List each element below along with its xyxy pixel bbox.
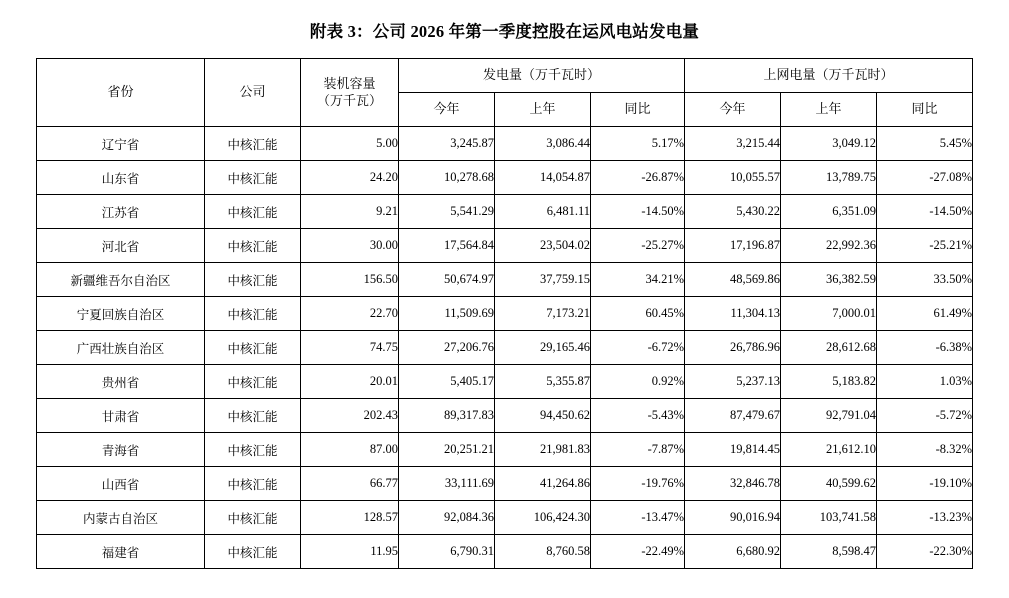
cell-grid-yoy: -14.50% [877, 195, 973, 229]
header-company: 公司 [204, 59, 300, 127]
table-row [36, 263, 972, 297]
cell-grid-yoy: 5.45% [877, 127, 973, 161]
header-generation-yoy: 同比 [590, 93, 684, 127]
cell-grid-previous-year: 92,791.04 [781, 399, 877, 433]
cell-generation-yoy: 0.92% [590, 365, 684, 399]
table-row [36, 331, 972, 365]
cell-generation-yoy: 60.45% [590, 297, 684, 331]
cell-grid-current-year: 87,479.67 [685, 399, 781, 433]
header-generation-current-year: 今年 [398, 93, 494, 127]
cell-grid-previous-year: 3,049.12 [781, 127, 877, 161]
header-capacity-line1: 装机容量 [323, 75, 376, 91]
cell-generation-current-year: 6,790.31 [398, 535, 494, 569]
cell-grid-yoy: -13.23% [877, 501, 973, 535]
cell-province: 山西省 [36, 467, 204, 501]
cell-province: 福建省 [36, 535, 204, 569]
header-capacity [300, 59, 398, 127]
header-province: 省份 [36, 59, 204, 127]
cell-generation-previous-year: 3,086.44 [494, 127, 590, 161]
table-row [36, 365, 972, 399]
cell-grid-current-year: 32,846.78 [685, 467, 781, 501]
cell-company: 中核汇能 [204, 535, 300, 569]
cell-generation-yoy: 34.21% [590, 263, 684, 297]
cell-company: 中核汇能 [204, 263, 300, 297]
cell-generation-previous-year: 21,981.83 [494, 433, 590, 467]
table-row [36, 399, 972, 433]
cell-capacity: 5.00 [300, 127, 398, 161]
cell-grid-yoy: 61.49% [877, 297, 973, 331]
cell-generation-yoy: -14.50% [590, 195, 684, 229]
cell-generation-yoy: -6.72% [590, 331, 684, 365]
cell-company: 中核汇能 [204, 195, 300, 229]
cell-grid-current-year: 26,786.96 [685, 331, 781, 365]
cell-generation-current-year: 5,405.17 [398, 365, 494, 399]
cell-grid-yoy: 1.03% [877, 365, 973, 399]
cell-grid-previous-year: 22,992.36 [781, 229, 877, 263]
cell-generation-previous-year: 29,165.46 [494, 331, 590, 365]
cell-capacity: 20.01 [300, 365, 398, 399]
cell-generation-previous-year: 106,424.30 [494, 501, 590, 535]
cell-generation-current-year: 27,206.76 [398, 331, 494, 365]
cell-company: 中核汇能 [204, 467, 300, 501]
cell-grid-previous-year: 28,612.68 [781, 331, 877, 365]
cell-generation-current-year: 50,674.97 [398, 263, 494, 297]
cell-company: 中核汇能 [204, 501, 300, 535]
cell-grid-previous-year: 6,351.09 [781, 195, 877, 229]
table-row [36, 161, 972, 195]
cell-generation-previous-year: 14,054.87 [494, 161, 590, 195]
cell-grid-yoy: -27.08% [877, 161, 973, 195]
cell-grid-yoy: -25.21% [877, 229, 973, 263]
cell-grid-yoy: -5.72% [877, 399, 973, 433]
cell-grid-current-year: 11,304.13 [685, 297, 781, 331]
cell-generation-current-year: 17,564.84 [398, 229, 494, 263]
cell-capacity: 24.20 [300, 161, 398, 195]
cell-capacity: 128.57 [300, 501, 398, 535]
header-generation-group: 发电量（万千瓦时） [398, 59, 684, 93]
cell-generation-previous-year: 7,173.21 [494, 297, 590, 331]
table-body [36, 127, 972, 569]
cell-company: 中核汇能 [204, 433, 300, 467]
cell-generation-previous-year: 6,481.11 [494, 195, 590, 229]
cell-generation-previous-year: 37,759.15 [494, 263, 590, 297]
cell-capacity: 74.75 [300, 331, 398, 365]
cell-capacity: 87.00 [300, 433, 398, 467]
cell-capacity: 22.70 [300, 297, 398, 331]
table-row [36, 229, 972, 263]
table-header [36, 59, 972, 127]
header-grid-yoy: 同比 [877, 93, 973, 127]
cell-grid-yoy: 33.50% [877, 263, 973, 297]
cell-capacity: 66.77 [300, 467, 398, 501]
cell-capacity: 156.50 [300, 263, 398, 297]
cell-province: 宁夏回族自治区 [36, 297, 204, 331]
cell-province: 甘肃省 [36, 399, 204, 433]
cell-province: 辽宁省 [36, 127, 204, 161]
header-grid-current-year: 今年 [685, 93, 781, 127]
cell-grid-yoy: -19.10% [877, 467, 973, 501]
page-title: 附表 3：公司 2026 年第一季度控股在运风电站发电量 [309, 22, 700, 41]
table-row [36, 127, 972, 161]
cell-company: 中核汇能 [204, 331, 300, 365]
cell-generation-previous-year: 8,760.58 [494, 535, 590, 569]
cell-capacity: 30.00 [300, 229, 398, 263]
table-row [36, 195, 972, 229]
cell-province: 山东省 [36, 161, 204, 195]
cell-grid-previous-year: 36,382.59 [781, 263, 877, 297]
cell-grid-current-year: 3,215.44 [685, 127, 781, 161]
cell-province: 江苏省 [36, 195, 204, 229]
cell-province: 新疆维吾尔自治区 [36, 263, 204, 297]
cell-capacity: 202.43 [300, 399, 398, 433]
cell-generation-current-year: 10,278.68 [398, 161, 494, 195]
cell-company: 中核汇能 [204, 399, 300, 433]
cell-grid-previous-year: 8,598.47 [781, 535, 877, 569]
header-capacity-line2: （万千瓦） [316, 92, 382, 108]
cell-grid-current-year: 5,237.13 [685, 365, 781, 399]
cell-grid-current-year: 48,569.86 [685, 263, 781, 297]
header-generation-previous-year: 上年 [494, 93, 590, 127]
cell-grid-yoy: -22.30% [877, 535, 973, 569]
cell-company: 中核汇能 [204, 229, 300, 263]
table-row [36, 467, 972, 501]
cell-capacity: 9.21 [300, 195, 398, 229]
header-grid-group: 上网电量（万千瓦时） [685, 59, 973, 93]
cell-generation-current-year: 3,245.87 [398, 127, 494, 161]
cell-generation-current-year: 20,251.21 [398, 433, 494, 467]
cell-generation-yoy: -25.27% [590, 229, 684, 263]
cell-generation-current-year: 33,111.69 [398, 467, 494, 501]
cell-generation-previous-year: 5,355.87 [494, 365, 590, 399]
cell-province: 青海省 [36, 433, 204, 467]
cell-grid-yoy: -8.32% [877, 433, 973, 467]
cell-generation-yoy: -5.43% [590, 399, 684, 433]
table-row [36, 297, 972, 331]
cell-generation-current-year: 89,317.83 [398, 399, 494, 433]
cell-generation-yoy: 5.17% [590, 127, 684, 161]
cell-generation-yoy: -13.47% [590, 501, 684, 535]
cell-grid-current-year: 19,814.45 [685, 433, 781, 467]
table-row [36, 535, 972, 569]
cell-province: 广西壮族自治区 [36, 331, 204, 365]
cell-grid-current-year: 5,430.22 [685, 195, 781, 229]
cell-generation-yoy: -22.49% [590, 535, 684, 569]
cell-grid-previous-year: 7,000.01 [781, 297, 877, 331]
cell-grid-previous-year: 13,789.75 [781, 161, 877, 195]
cell-generation-yoy: -26.87% [590, 161, 684, 195]
wind-power-generation-table [36, 58, 973, 569]
cell-capacity: 11.95 [300, 535, 398, 569]
table-row [36, 433, 972, 467]
cell-grid-current-year: 17,196.87 [685, 229, 781, 263]
cell-grid-current-year: 6,680.92 [685, 535, 781, 569]
cell-company: 中核汇能 [204, 127, 300, 161]
cell-company: 中核汇能 [204, 161, 300, 195]
cell-generation-previous-year: 23,504.02 [494, 229, 590, 263]
cell-generation-current-year: 5,541.29 [398, 195, 494, 229]
cell-generation-current-year: 11,509.69 [398, 297, 494, 331]
cell-generation-current-year: 92,084.36 [398, 501, 494, 535]
cell-grid-current-year: 10,055.57 [685, 161, 781, 195]
header-grid-previous-year: 上年 [781, 93, 877, 127]
cell-province: 河北省 [36, 229, 204, 263]
table-row [36, 501, 972, 535]
cell-generation-previous-year: 94,450.62 [494, 399, 590, 433]
cell-company: 中核汇能 [204, 297, 300, 331]
cell-province: 内蒙古自治区 [36, 501, 204, 535]
cell-grid-previous-year: 40,599.62 [781, 467, 877, 501]
cell-province: 贵州省 [36, 365, 204, 399]
cell-grid-previous-year: 21,612.10 [781, 433, 877, 467]
cell-generation-previous-year: 41,264.86 [494, 467, 590, 501]
cell-grid-previous-year: 103,741.58 [781, 501, 877, 535]
cell-generation-yoy: -19.76% [590, 467, 684, 501]
cell-grid-previous-year: 5,183.82 [781, 365, 877, 399]
cell-company: 中核汇能 [204, 365, 300, 399]
cell-generation-yoy: -7.87% [590, 433, 684, 467]
cell-grid-current-year: 90,016.94 [685, 501, 781, 535]
cell-grid-yoy: -6.38% [877, 331, 973, 365]
